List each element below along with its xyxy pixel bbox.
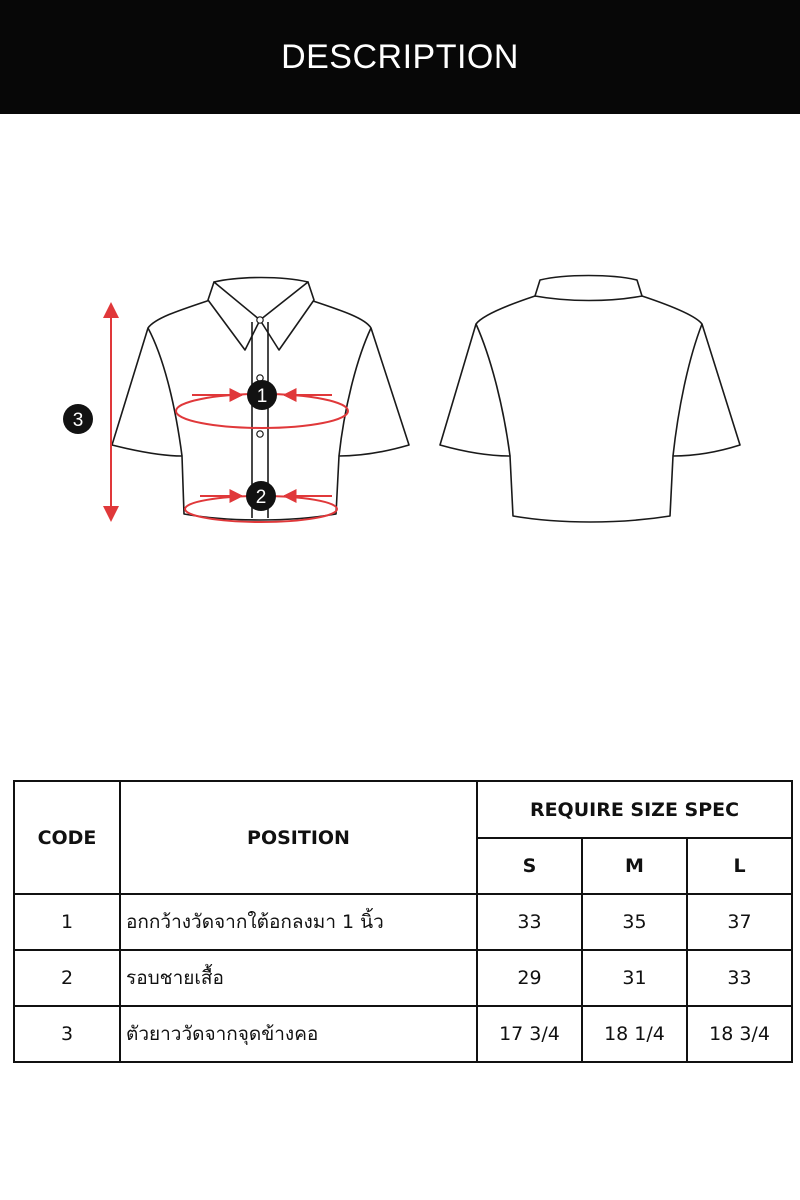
row-code: 3 <box>14 1006 120 1062</box>
row-size-l: 18 3/4 <box>687 1006 792 1062</box>
row-size-l: 33 <box>687 950 792 1006</box>
marker-2-label: 2 <box>255 487 267 508</box>
row-size-s: 33 <box>477 894 582 950</box>
row-size-m: 31 <box>582 950 687 1006</box>
row-position: อกกว้างวัดจากใต้อกลงมา 1 นิ้ว <box>120 894 477 950</box>
code-header: CODE <box>14 781 120 894</box>
back-shirt-illustration <box>440 276 740 523</box>
marker-badge-3 <box>63 404 93 434</box>
size-header-l: L <box>687 838 792 894</box>
position-header: POSITION <box>120 781 477 894</box>
row-size-m: 18 1/4 <box>582 1006 687 1062</box>
size-header-s: S <box>477 838 582 894</box>
row-code: 2 <box>14 950 120 1006</box>
row-position: ตัวยาววัดจากจุดข้างคอ <box>120 1006 477 1062</box>
row-position: รอบชายเสื้อ <box>120 950 477 1006</box>
table-header-row <box>14 781 792 838</box>
size-spec-table <box>13 780 793 1063</box>
marker-1-label: 1 <box>256 386 268 407</box>
size-spec-header: REQUIRE SIZE SPEC <box>477 781 792 838</box>
back-collar <box>535 276 642 301</box>
row-size-m: 35 <box>582 894 687 950</box>
marker-badge-1 <box>247 380 277 410</box>
marker-3-label: 3 <box>72 410 84 431</box>
row-size-s: 17 3/4 <box>477 1006 582 1062</box>
header-bar <box>0 0 800 114</box>
row-code: 1 <box>14 894 120 950</box>
table-row <box>14 894 792 950</box>
table-row <box>14 1006 792 1062</box>
row-size-s: 29 <box>477 950 582 1006</box>
measurement-diagram <box>0 114 800 754</box>
size-header-m: M <box>582 838 687 894</box>
marker-badge-2 <box>246 481 276 511</box>
row-size-l: 37 <box>687 894 792 950</box>
length-measurement <box>103 302 119 522</box>
table-row <box>14 950 792 1006</box>
page-title: DESCRIPTION <box>281 37 519 76</box>
back-shirt-body <box>440 296 740 522</box>
